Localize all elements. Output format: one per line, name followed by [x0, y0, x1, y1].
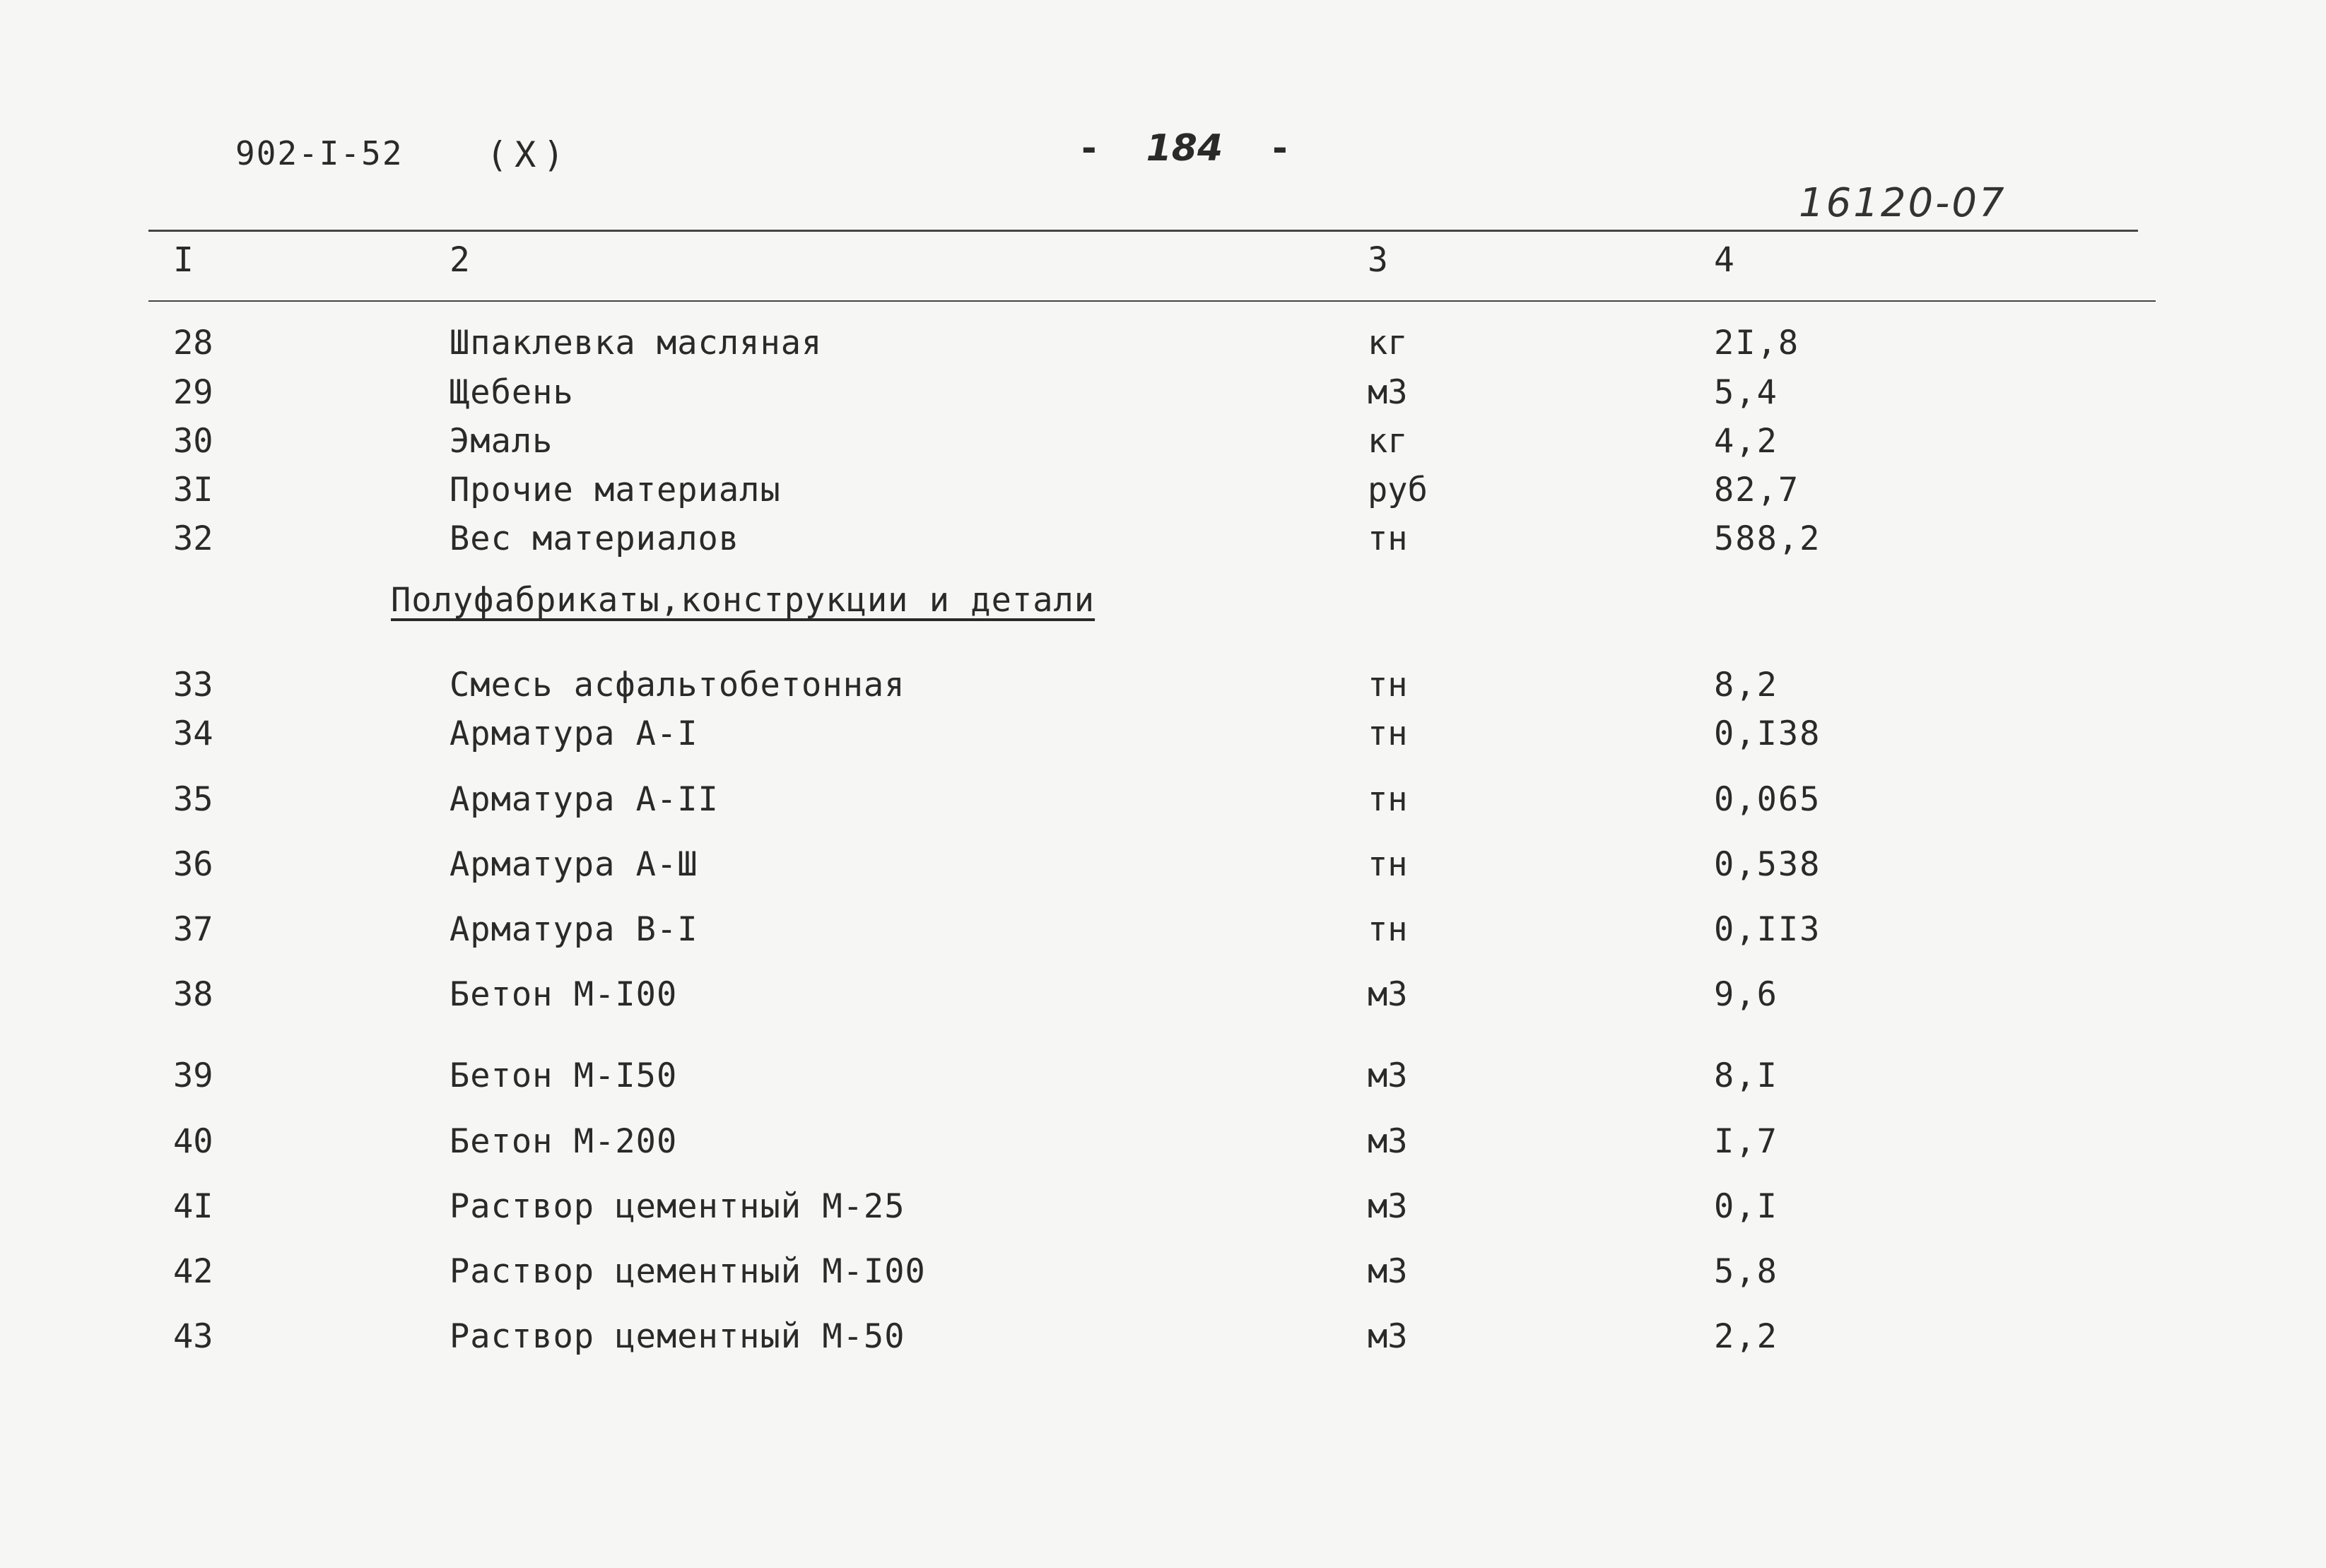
row-number: 35 — [173, 780, 213, 819]
row-number: 42 — [173, 1252, 213, 1291]
material-name: Раствор цементный М-I00 — [450, 1252, 926, 1291]
row-number: 40 — [173, 1122, 213, 1161]
column-header-3: 3 — [1368, 240, 1388, 280]
row-number: 29 — [173, 373, 213, 412]
page-number-block — [1032, 127, 1337, 170]
table-row — [0, 780, 2326, 823]
row-number: 4I — [173, 1187, 213, 1226]
table-row — [0, 1122, 2326, 1165]
row-number: 28 — [173, 324, 213, 362]
unit: руб — [1368, 471, 1428, 509]
material-name: Арматура А-II — [450, 780, 719, 819]
table-row — [0, 666, 2326, 708]
material-name: Вес материалов — [450, 519, 740, 558]
unit: тн — [1368, 714, 1408, 753]
unit: м3 — [1368, 1056, 1408, 1095]
unit: тн — [1368, 519, 1408, 558]
unit: кг — [1368, 422, 1408, 461]
row-number: 43 — [173, 1317, 213, 1356]
quantity: 588,2 — [1714, 519, 1821, 558]
unit: кг — [1368, 324, 1408, 362]
material-name: Смесь асфальтобетонная — [450, 666, 905, 705]
table-row — [0, 1252, 2326, 1295]
page-number: 184 — [1146, 127, 1223, 170]
column-header-1: I — [173, 240, 194, 280]
row-number: 3I — [173, 471, 213, 509]
column-header-2: 2 — [450, 240, 471, 280]
unit: м3 — [1368, 1252, 1408, 1291]
material-name: Арматура В-I — [450, 910, 698, 949]
quantity: 4,2 — [1714, 422, 1778, 461]
row-number: 36 — [173, 845, 213, 884]
quantity: 0,II3 — [1714, 910, 1821, 949]
material-name: Бетон М-I00 — [450, 975, 678, 1014]
material-name: Бетон М-200 — [450, 1122, 678, 1161]
quantity: 9,6 — [1714, 975, 1778, 1014]
document-code: 902-I-52 — [235, 134, 404, 172]
quantity: 0,I38 — [1714, 714, 1821, 753]
material-name: Прочие материалы — [450, 471, 781, 509]
document-marker: (X) — [486, 134, 572, 175]
material-name: Арматура А-Ш — [450, 845, 698, 884]
table-row — [0, 1317, 2326, 1360]
table-row — [0, 845, 2326, 888]
material-name: Бетон М-I50 — [450, 1056, 678, 1095]
quantity: 0,538 — [1714, 845, 1821, 884]
quantity: 0,065 — [1714, 780, 1821, 819]
table-row — [0, 519, 2326, 562]
quantity: 5,4 — [1714, 373, 1778, 412]
table-row — [0, 714, 2326, 757]
row-number: 38 — [173, 975, 213, 1014]
quantity: 8,I — [1714, 1056, 1778, 1095]
quantity: I,7 — [1714, 1122, 1778, 1161]
unit: м3 — [1368, 1187, 1408, 1226]
row-number: 37 — [173, 910, 213, 949]
row-number: 33 — [173, 666, 213, 705]
row-number: 30 — [173, 422, 213, 461]
page-dash-right: - — [1272, 127, 1288, 170]
unit: тн — [1368, 666, 1408, 705]
row-number: 34 — [173, 714, 213, 753]
table-row — [0, 1056, 2326, 1099]
unit: тн — [1368, 780, 1408, 819]
table-row — [0, 975, 2326, 1018]
inventory-number: 16120-07 — [1799, 180, 2007, 226]
quantity: 8,2 — [1714, 666, 1778, 705]
table-row — [0, 422, 2326, 464]
table-row — [0, 324, 2326, 366]
page-dash-left: - — [1081, 127, 1097, 170]
material-name: Арматура А-I — [450, 714, 698, 753]
table-header-rule — [148, 300, 2156, 302]
unit: м3 — [1368, 1122, 1408, 1161]
section-heading: Полуфабрикаты,конструкции и детали — [391, 581, 1096, 620]
unit: тн — [1368, 910, 1408, 949]
page-header — [0, 127, 2326, 184]
table-row — [0, 471, 2326, 513]
unit: м3 — [1368, 975, 1408, 1014]
quantity: 2I,8 — [1714, 324, 1800, 362]
quantity: 0,I — [1714, 1187, 1778, 1226]
material-name: Шпаклевка масляная — [450, 324, 823, 362]
row-number: 32 — [173, 519, 213, 558]
material-name: Раствор цементный М-50 — [450, 1317, 905, 1356]
material-name: Эмаль — [450, 422, 553, 461]
material-name: Раствор цементный М-25 — [450, 1187, 905, 1226]
material-name: Щебень — [450, 373, 574, 412]
unit: м3 — [1368, 373, 1408, 412]
unit: м3 — [1368, 1317, 1408, 1356]
row-number: 39 — [173, 1056, 213, 1095]
quantity: 2,2 — [1714, 1317, 1778, 1356]
quantity: 5,8 — [1714, 1252, 1778, 1291]
table-top-rule — [148, 230, 2138, 232]
quantity: 82,7 — [1714, 471, 1800, 509]
table-row — [0, 1187, 2326, 1230]
unit: тн — [1368, 845, 1408, 884]
table-row — [0, 373, 2326, 415]
table-row — [0, 910, 2326, 953]
column-header-4: 4 — [1714, 240, 1736, 280]
